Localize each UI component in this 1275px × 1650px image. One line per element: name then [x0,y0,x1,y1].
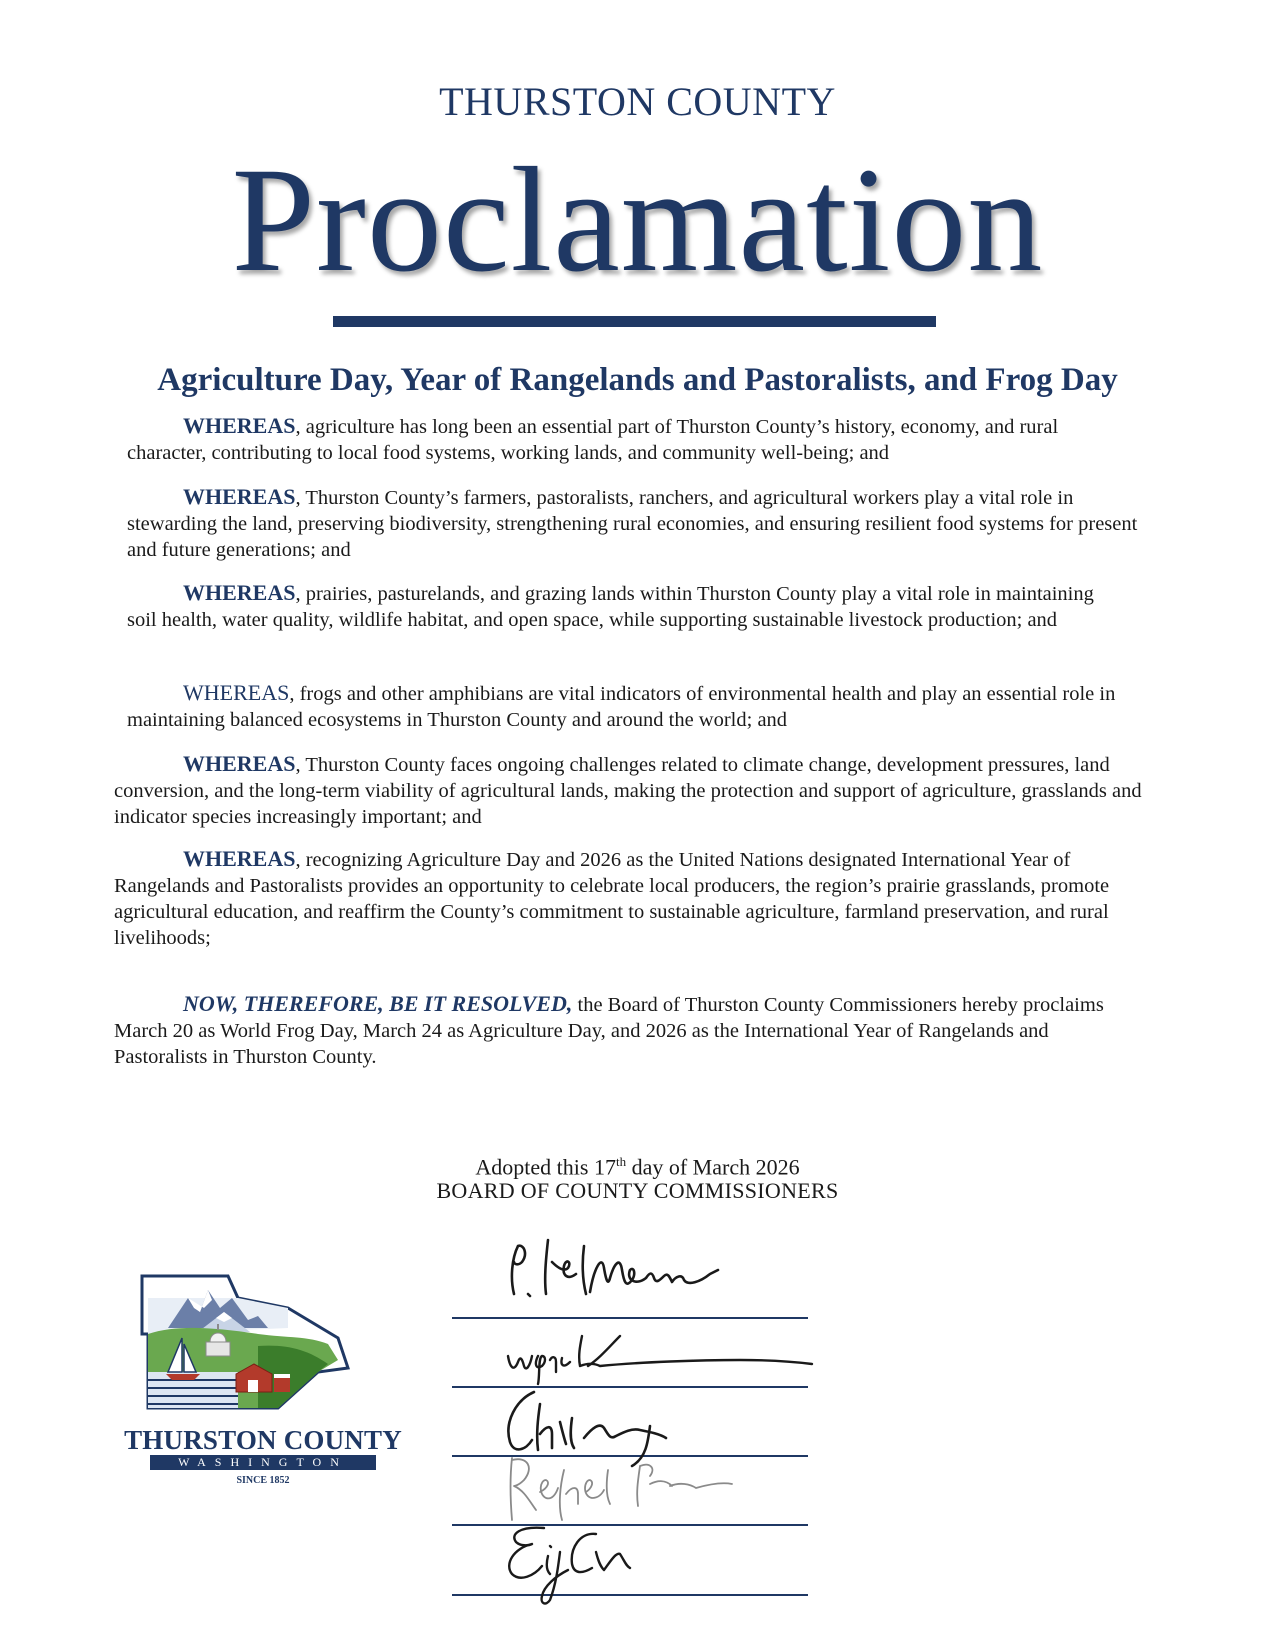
whereas-clause-6 [114,846,1159,951]
whereas-text: , frogs and other amphibians are vital indicators of environmental health and play an essential role in maintaining balanced ecosystems in Thurston County and around the world; and [127,683,1116,731]
whereas-clause-4 [127,680,1127,733]
document-title: Proclamation [231,137,1044,303]
board-title: BOARD OF COUNTY COMMISSIONERS [436,1178,839,1203]
proclamation-subtitle: Agriculture Day, Year of Rangelands and Pastoralists, and Frog Day [157,362,1118,398]
whereas-clause-2 [127,484,1147,563]
commissioner-signature-2 [500,1316,820,1386]
whereas-text: , Thurston County faces ongoing challenges related to climate change, development pressures, land conversion, and the long-term viability of agricultural lands, making the protection and support of agriculture, grasslands and indicator species increasingly important; and [114,754,1142,828]
logo-county-name: THURSTON COUNTY [124,1425,402,1455]
whereas-clause-1 [127,413,1137,466]
whereas-lead: WHEREAS [183,413,296,438]
whereas-text: , Thurston County’s farmers, pastoralists, ranchers, and agricultural workers play a vital role in stewarding the land, preserving biodiversity, strengthening rural economies, and ensuring resilient food systems for present and future generations; and [127,487,1138,561]
whereas-clause-5 [114,751,1154,830]
logo-state-band: WASHINGTON [150,1455,376,1470]
title-underline [333,316,936,327]
commissioner-signature-5 [500,1512,700,1612]
resolution-lead: NOW, THEREFORE, BE IT RESOLVED, [183,991,573,1016]
resolution-clause [114,991,1104,1070]
county-header: THURSTON COUNTY [439,79,836,124]
adoption-date: Adopted this 17th day of March 2026 [475,1154,800,1180]
logo-since: SINCE 1852 [236,1475,290,1486]
whereas-lead: WHEREAS [183,580,296,605]
resolution-text: the Board of Thurston County Commissioners hereby proclaims March 20 as World Frog Day, March 24 as Agriculture Day, and 2026 as the International Year of Rangelands and Pastoralists in Thurston County. [114,994,1104,1068]
whereas-text: , agriculture has long been an essential part of Thurston County’s history, economy, and rural character, contributing to local food systems, working lands, and community well-being; and [127,416,1059,464]
whereas-clause-3 [127,580,1107,633]
whereas-text: , recognizing Agriculture Day and 2026 as the United Nations designated International Year of Rangelands and Pastoralists provides an opportunity to celebrate local producers, the region’s prairie grasslands, promote agricultural education, and reaffirm the County’s commitment to sustainable agriculture, farmland preservation, and rural livelihoods; [114,849,1110,949]
whereas-lead: WHEREAS [183,484,296,509]
whereas-lead: WHEREAS [183,680,290,705]
whereas-lead: WHEREAS [183,751,296,776]
whereas-text: , prairies, pasturelands, and grazing lands within Thurston County play a vital role in maintaining soil health, water quality, wildlife habitat, and open space, while supporting sustainable livestock production; and [127,583,1094,631]
commissioner-signature-1 [500,1228,740,1308]
whereas-lead: WHEREAS [183,846,296,871]
